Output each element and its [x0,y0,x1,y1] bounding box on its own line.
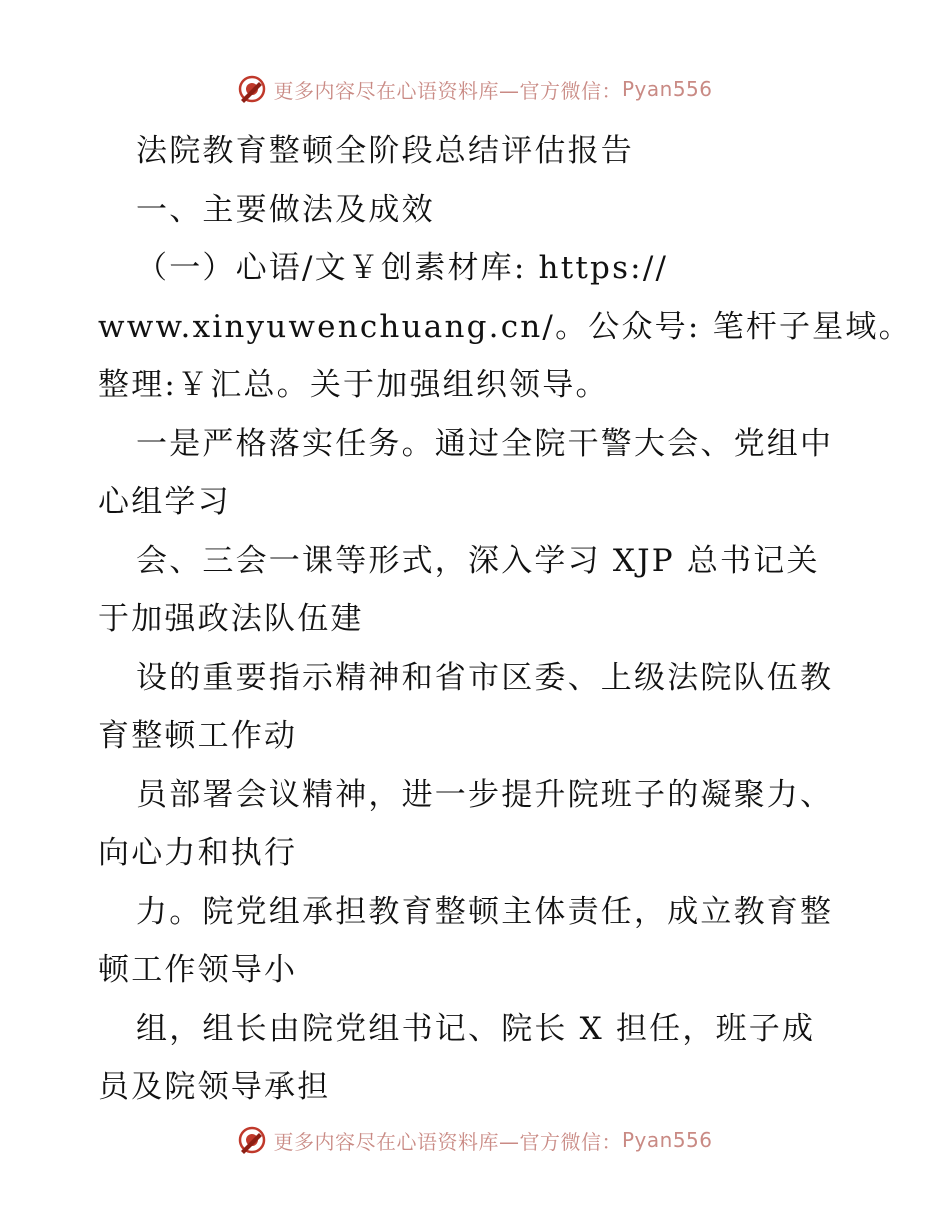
document-body [98,122,912,1117]
watermark-text: 更多内容尽在心语资料库—官方微信： [273,1129,622,1154]
watermark-text: 更多内容尽在心语资料库—官方微信： [273,78,622,103]
paragraph-line: 心组学习 [98,484,231,520]
section-heading: 一、主要做法及成效 [136,191,435,228]
paragraph-line: 于加强政法队伍建 [98,601,364,637]
paragraph-line: 力。院党组承担教育整顿主体责任，成立教育整 [136,893,834,930]
paragraph-line: 一是严格落实任务。通过全院干警大会、党组中 [136,425,834,462]
paragraph-line: 育整顿工作动 [98,718,298,754]
paragraph-line: 员及院领导承担 [98,1069,331,1105]
paragraph-line: 顿工作领导小 [98,952,298,988]
paragraph-line: 组，组长由院党组书记、院长 X 担任，班子成 [136,1010,816,1047]
paragraph-line: 整理:￥汇总。关于加强组织领导。 [98,367,609,403]
paragraph-line: 员部署会议精神，进一步提升院班子的凝聚力、 [136,776,834,813]
paragraph-line: 向心力和执行 [98,835,298,871]
watermark-wechat-id: Pyan556 [621,77,713,101]
watermark-wechat-id: Pyan556 [621,1128,713,1152]
paragraph-line: 设的重要指示精神和省市区委、上级法院队伍教 [136,659,834,696]
paragraph-line: www.xinyuwenchuang.cn/。公众号: 笔杆子星域。 [98,308,912,345]
footer-watermark [0,1120,950,1160]
paragraph-line: 会、三会一课等形式，深入学习 XJP 总书记关 [136,542,820,579]
paragraph-line: （一）心语/文￥创素材库: https:// [136,250,669,286]
pen-logo-icon [237,74,267,104]
pen-logo-icon [237,1125,267,1155]
document-title: 法院教育整顿全阶段总结评估报告 [136,133,634,169]
header-watermark [0,69,950,109]
